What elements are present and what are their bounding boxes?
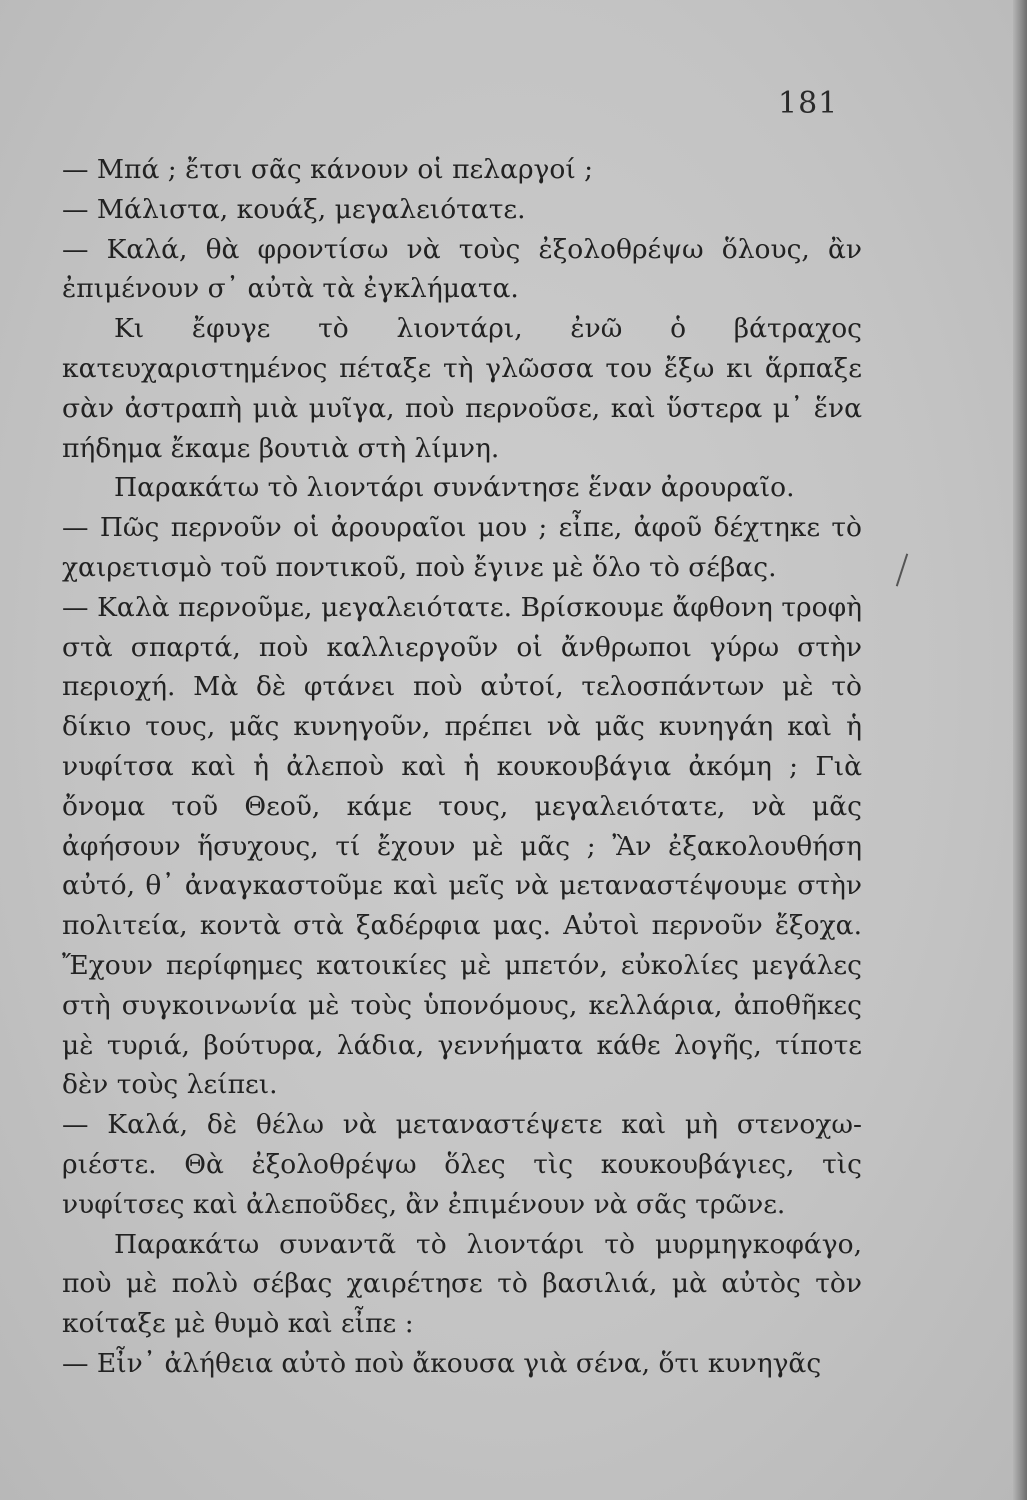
page-edge-shadow <box>1013 0 1027 1500</box>
paragraph-dialog-4: — Πῶς περνοῦν οἱ ἀρουραῖοι μου ; εἶπε, ἀφοῦ δέχτηκε τὸ χαιρετισμὸ τοῦ ποντικοῦ, ποὺ ἔγινε μὲ ὅλο τὸ σέβας. <box>62 512 862 583</box>
paragraph-narrative-3: Παρακάτω συναντᾶ τὸ λιοντάρι τὸ μυρμηγκοφάγο, ποὺ μὲ πολὺ σέβας χαιρέτησε τὸ βασιλιά, μὰ αὐτὸς τὸν κοίταξε μὲ θυμὸ καὶ εἶπε : <box>62 1228 862 1340</box>
body-text <box>62 150 862 1384</box>
paragraph-dialog-3: — Καλά, θὰ φροντίσω νὰ τοὺς ἐξολοθρέψω ὅλους, ἂν ἐπιμένουν σ᾽ αὐτὰ τὰ ἐγκλήματα. <box>62 233 862 305</box>
paragraph-dialog-5: — Καλὰ περνοῦμε, μεγαλειότατε. Βρίσκουμε ἄφθονη τροφὴ στὰ σπαρτά, ποὺ καλλιεργοῦν οἱ ἄνθρωποι γύρω στὴν περιοχή. Μὰ δὲ φτάνει ποὺ αὐτοί, τελοσπάντων μὲ τὸ δίκιο τους, μᾶς κυνηγοῦν, πρέπει νὰ μᾶς κυνηγάη καὶ ἡ νυφίτσα καὶ ἡ ἀλεποὺ καὶ ἡ κουκουβάγια ἀκόμη ; Γιὰ ὄνομα τοῦ Θεοῦ, κάμε τους, μεγαλειότατε, νὰ μᾶς ἀφήσουν ἥσυχους, τί ἔχουν μὲ μᾶς ; Ἂν ἐξακολουθήση αὐτό, θ᾽ ἀναγκαστοῦμε καὶ μεῖς νὰ μεταναστέψουμε στὴν πολιτεία, κοντὰ στὰ ξαδέρφια μας. Αὐτοὶ περνοῦν ἔξοχα. Ἔχουν περίφημες κατοικίες μὲ μπετόν, εὐκολίες μεγάλες στὴ συγκοινωνία μὲ τοὺς ὑπονόμους, κελλάρια, ἀποθῆκες μὲ τυριά, βούτυρα, λάδια, γεννήματα κάθε λογῆς, τίποτε δὲν τοὺς λείπει. <box>62 591 862 1101</box>
paragraph-dialog-6: — Καλά, δὲ θέλω νὰ μεταναστέψετε καὶ μὴ στενοχωριέστε. Θὰ ἐξολοθρέψω ὅλες τὶς κουκουβάγιες, τὶς νυφίτσες καὶ ἀλεποῦδες, ἂν ἐπιμένουν νὰ σᾶς τρῶνε. <box>62 1109 862 1220</box>
paragraph-dialog-2: — Μάλιστα, κουάξ, μεγαλειότατε. <box>62 193 526 225</box>
paragraph-narrative-2: Παρακάτω τὸ λιοντάρι συνάντησε ἕναν ἀρουραῖο. <box>114 472 795 504</box>
paragraph-narrative-1: Κι ἔφυγε τὸ λιοντάρι, ἐνῶ ὁ βάτραχος κατευχαριστημένος πέταξε τὴ γλῶσσα του ἔξω κι ἅρπαξε σὰν ἀστραπὴ μιὰ μυῖγα, ποὺ περνοῦσε, καὶ ὕστερα μ᾽ ἕνα πήδημα ἔκαμε βουτιὰ στὴ λίμνη. <box>62 313 862 464</box>
paragraph-dialog-1: — Μπά ; ἔτσι σᾶς κάνουν οἱ πελαργοί ; <box>62 154 594 185</box>
margin-pencil-mark <box>896 554 908 587</box>
paragraph-dialog-7: — Εἶν᾽ ἀλήθεια αὐτὸ ποὺ ἄκουσα γιὰ σένα, ὅτι κυνηγᾶς <box>62 1347 822 1379</box>
page-number: 181 <box>778 86 839 121</box>
